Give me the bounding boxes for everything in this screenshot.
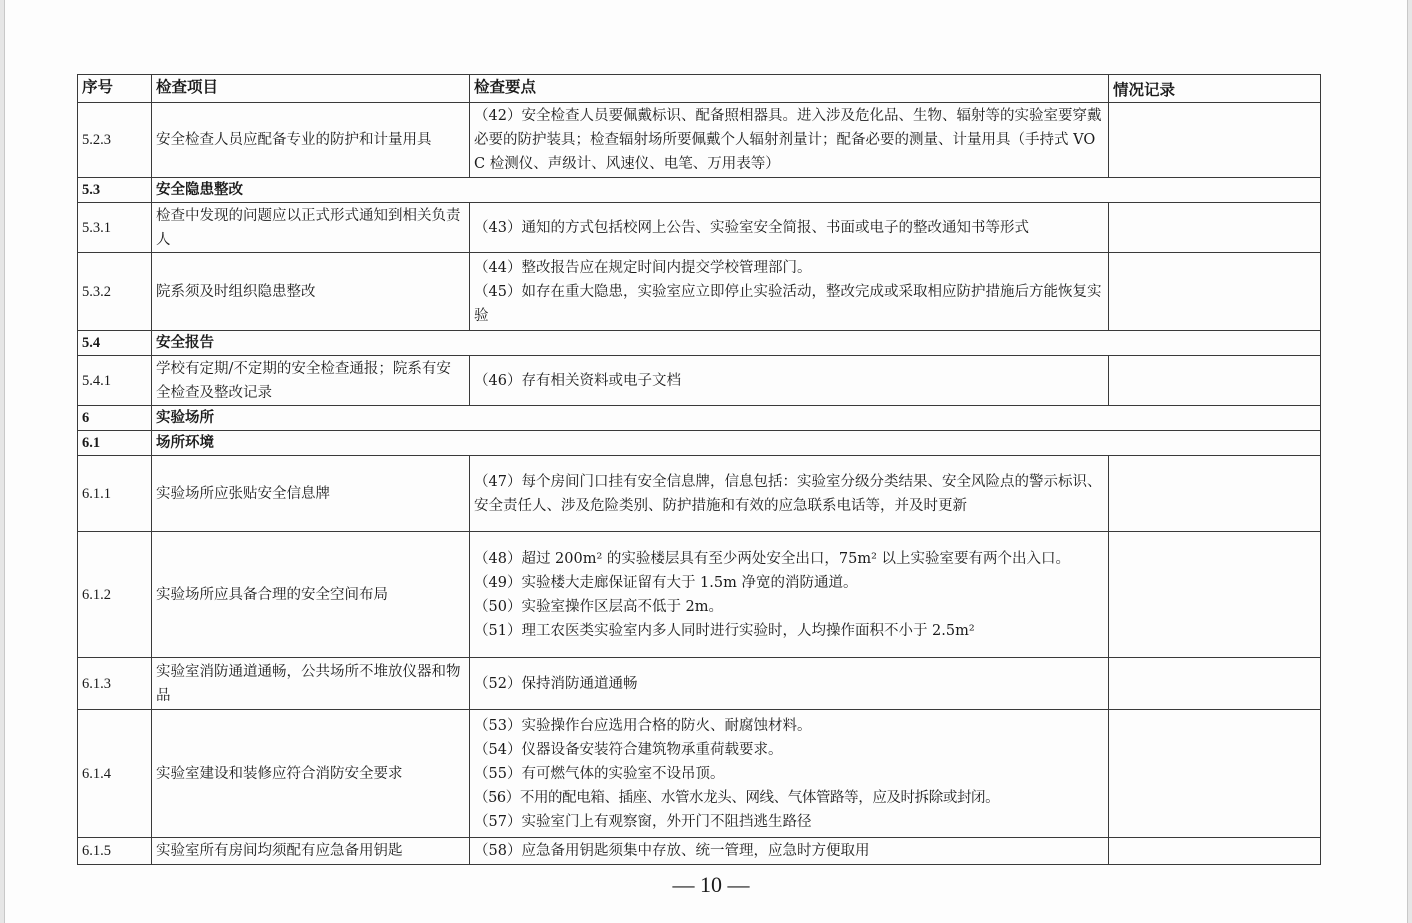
section-number: 5.3 [78, 178, 152, 203]
check-point: （56）不用的配电箱、插座、水管水龙头、网线、气体管路等，应及时拆除或封闭。 [474, 789, 1000, 806]
row-item: 实验场所应具备合理的安全空间布局 [152, 532, 470, 658]
check-point: （58）应急备用钥匙须集中存放、统一管理，应急时方便取用 [474, 843, 870, 859]
section-number: 6 [78, 406, 152, 431]
table-row [78, 356, 1321, 406]
check-point: （46）存有相关资料或电子文档 [474, 372, 681, 389]
row-record-cell [1109, 838, 1321, 865]
header-serial-number: 序号 [78, 75, 152, 103]
row-record-cell [1109, 356, 1321, 406]
check-point: （57）实验室门上有观察窗，外开门不阻挡逃生路径 [474, 813, 812, 830]
row-item: 检查中发现的问题应以正式形式通知到相关负责人 [152, 203, 470, 253]
section-title: 实验场所 [152, 406, 1321, 431]
row-item: 安全检查人员应配备专业的防护和计量用具 [152, 103, 470, 178]
table-row [78, 658, 1321, 710]
document-page [4, 0, 1408, 923]
row-item: 学校有定期/不定期的安全检查通报；院系有安全检查及整改记录 [152, 356, 470, 406]
check-point: （51）理工农医类实验室内多人同时进行实验时，人均操作面积不小于 2.5m² [474, 622, 975, 639]
check-point: （42）安全检查人员要佩戴标识、配备照相器具。进入涉及危化品、生物、辐射等的实验室要穿戴必要的防护装具；检查辐射场所要佩戴个人辐射剂量计；配备必要的测量、计量用具（手持式 VOC 检测仪、声级计、风速仪、电笔、万用表等） [474, 108, 1102, 172]
table-row [78, 838, 1321, 865]
check-point: （45）如存在重大隐患，实验室应立即停止实验活动，整改完成或采取相应防护措施后方能恢复实验 [474, 283, 1102, 324]
row-number: 6.1.1 [78, 456, 152, 532]
check-point: （55）有可燃气体的实验室不设吊顶。 [474, 765, 725, 782]
row-record-cell [1109, 532, 1321, 658]
row-record-cell [1109, 203, 1321, 253]
section-number: 6.1 [78, 431, 152, 456]
row-number: 5.4.1 [78, 356, 152, 406]
section-row [78, 431, 1321, 456]
row-number: 6.1.3 [78, 658, 152, 710]
check-point: （47）每个房间门口挂有安全信息牌，信息包括：实验室分级分类结果、安全风险点的警示标识、安全责任人、涉及危险类别、防护措施和有效的应急联系电话等，并及时更新 [474, 473, 1102, 514]
header-check-item: 检查项目 [152, 75, 470, 103]
row-record-cell [1109, 103, 1321, 178]
row-check-points [470, 658, 1109, 710]
row-item: 实验室建设和装修应符合消防安全要求 [152, 710, 470, 838]
check-point: （48）超过 200m² 的实验楼层具有至少两处安全出口，75m² 以上实验室要有两个出入口。 [474, 550, 1071, 567]
section-title: 场所环境 [152, 431, 1321, 456]
row-item: 实验室所有房间均须配有应急备用钥匙 [152, 838, 470, 865]
row-number: 5.3.1 [78, 203, 152, 253]
row-number: 5.3.2 [78, 253, 152, 331]
row-record-cell [1109, 456, 1321, 532]
header-check-points: 检查要点 [470, 75, 1109, 103]
check-point: （44）整改报告应在规定时间内提交学校管理部门。 [474, 259, 812, 276]
table-row [78, 103, 1321, 178]
row-check-points [470, 356, 1109, 406]
table-row [78, 456, 1321, 532]
row-number: 6.1.4 [78, 710, 152, 838]
header-record: 情况记录 [1109, 75, 1321, 103]
row-item: 实验场所应张贴安全信息牌 [152, 456, 470, 532]
section-title: 安全报告 [152, 331, 1321, 356]
check-point: （53）实验操作台应选用合格的防火、耐腐蚀材料。 [474, 717, 812, 734]
section-title: 安全隐患整改 [152, 178, 1321, 203]
row-check-points [470, 838, 1109, 865]
row-check-points [470, 710, 1109, 838]
check-point: （54）仪器设备安装符合建筑物承重荷载要求。 [474, 741, 783, 758]
table-header-row [78, 75, 1321, 103]
row-check-points [470, 253, 1109, 331]
row-check-points [470, 456, 1109, 532]
row-item: 实验室消防通道通畅，公共场所不堆放仪器和物品 [152, 658, 470, 710]
row-check-points [470, 532, 1109, 658]
row-check-points [470, 103, 1109, 178]
row-check-points [470, 203, 1109, 253]
table-row [78, 710, 1321, 838]
row-record-cell [1109, 253, 1321, 331]
section-row [78, 178, 1321, 203]
table-row [78, 253, 1321, 331]
inspection-table [77, 74, 1321, 865]
table-row [78, 203, 1321, 253]
row-record-cell [1109, 710, 1321, 838]
row-number: 6.1.2 [78, 532, 152, 658]
check-point: （49）实验楼大走廊保证留有大于 1.5m 净宽的消防通道。 [474, 574, 858, 591]
section-row [78, 331, 1321, 356]
check-point: （52）保持消防通道通畅 [474, 675, 638, 692]
row-number: 5.2.3 [78, 103, 152, 178]
section-number: 5.4 [78, 331, 152, 356]
row-item: 院系须及时组织隐患整改 [152, 253, 470, 331]
table-row [78, 532, 1321, 658]
row-number: 6.1.5 [78, 838, 152, 865]
section-row [78, 406, 1321, 431]
check-point: （50）实验室操作区层高不低于 2m。 [474, 598, 724, 615]
page-number: — 10 — [672, 872, 750, 897]
check-point: （43）通知的方式包括校网上公告、实验室安全简报、书面或电子的整改通知书等形式 [474, 219, 1029, 236]
row-record-cell [1109, 658, 1321, 710]
